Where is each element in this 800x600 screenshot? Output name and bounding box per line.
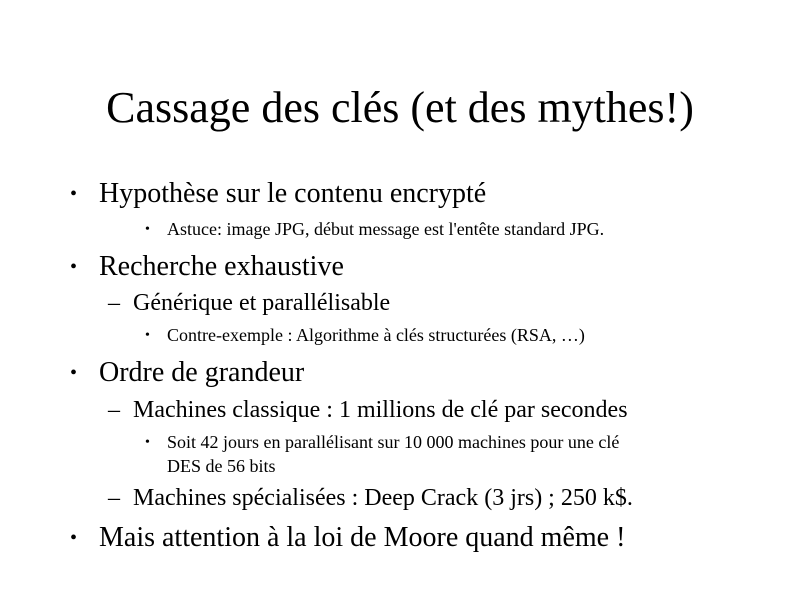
bullet-contre-exemple: [0, 324, 800, 347]
bullet-text: Ordre de grandeur: [99, 357, 305, 388]
bullet-machines-classique: [0, 396, 800, 424]
bullet-text: Contre-exemple : Algorithme à clés structurées (RSA, …): [167, 325, 585, 345]
bullet-text-continued: DES de 56 bits: [167, 456, 276, 476]
bullet-soit-42-jours: [0, 431, 800, 454]
bullet-marker: •: [145, 328, 150, 343]
bullet-text: Soit 42 jours en parallélisant sur 10 000 machines pour une clé: [167, 432, 620, 452]
dash-marker: –: [108, 485, 120, 511]
bullet-loi-de-moore: [0, 522, 800, 554]
bullet-ordre-grandeur: [0, 357, 800, 389]
bullet-marker: •: [145, 435, 150, 450]
bullet-marker: •: [70, 362, 78, 384]
bullet-text: Astuce: image JPG, début message est l'entête standard JPG.: [167, 219, 605, 239]
bullet-text: Hypothèse sur le contenu encrypté: [99, 178, 487, 209]
slide-title: Cassage des clés (et des mythes!): [106, 83, 694, 132]
bullet-machines-specialisees: [0, 484, 800, 512]
bullet-generique: [0, 289, 800, 317]
bullet-text: Générique et parallélisable: [133, 290, 391, 316]
bullet-hypothese: [0, 178, 800, 210]
bullet-text: Machines spécialisées : Deep Crack (3 jrs) ; 250 k$.: [133, 485, 633, 511]
dash-marker: –: [108, 290, 120, 316]
bullet-text: Mais attention à la loi de Moore quand même !: [99, 522, 626, 553]
dash-marker: –: [108, 397, 120, 423]
bullet-marker: •: [70, 183, 78, 205]
bullet-marker: •: [70, 256, 78, 278]
bullet-astuce: [0, 218, 800, 241]
bullet-soit-42-jours-continued: [0, 455, 800, 478]
bullet-text: Machines classique : 1 millions de clé par secondes: [133, 397, 628, 423]
bullet-marker: •: [70, 527, 78, 549]
bullet-recherche: [0, 251, 800, 283]
bullet-text: Recherche exhaustive: [99, 251, 344, 282]
bullet-marker: •: [145, 222, 150, 237]
